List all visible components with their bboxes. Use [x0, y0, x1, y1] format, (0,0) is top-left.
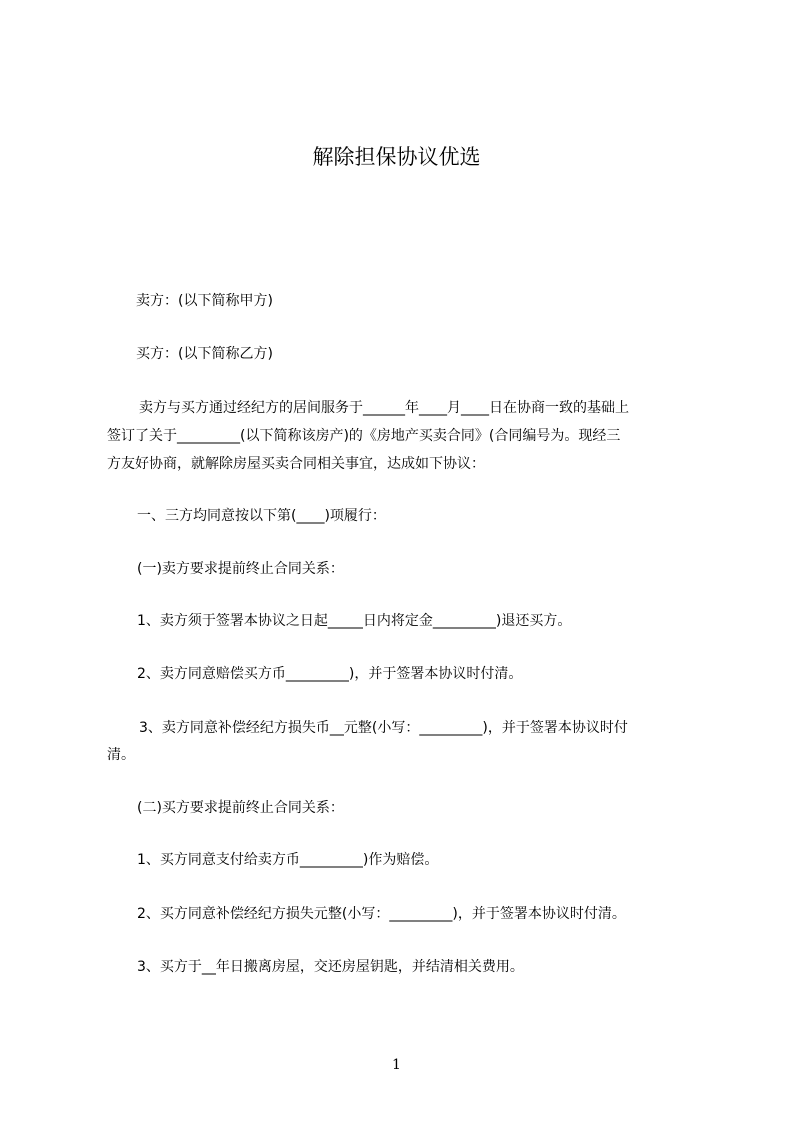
seller-line: 卖方：(以下简称甲方) [136, 293, 273, 309]
buyer-line: 买方：(以下简称乙方) [136, 346, 273, 362]
buyer-item-1: 1、买方同意支付给卖方币_________)作为赔偿。 [137, 852, 439, 868]
seller-item-1: 1、卖方须于签署本协议之日起_____日内将定金_________)退还买方。 [137, 613, 572, 629]
intro-line-3: 方友好协商，就解除房屋买卖合同相关事宜，达成如下协议： [107, 456, 485, 472]
seller-item-3-line-1: 3、卖方同意补偿经纪方损失币__元整(小写：_________)，并于签署本协议时付 [139, 720, 628, 736]
intro-line-2: 签订了关于_________(以下简称该房产)的《房地产买卖合同》(合同编号为。现经三 [107, 428, 621, 444]
seller-item-3-line-2: 清。 [107, 747, 135, 763]
buyer-item-2: 2、买方同意补偿经纪方损失元整(小写：_________)，并于签署本协议时付清。 [137, 906, 626, 922]
buyer-clause-heading: (二)买方要求提前终止合同关系： [137, 800, 344, 816]
page-number: 1 [392, 1057, 401, 1073]
buyer-item-3: 3、买方于__年日搬离房屋，交还房屋钥匙，并结清相关费用。 [137, 959, 524, 975]
document-title: 解除担保协议优选 [312, 145, 481, 169]
seller-clause-heading: (一)卖方要求提前终止合同关系： [137, 561, 344, 577]
intro-line-1: 卖方与买方通过经纪方的居间服务于______年____月____日在协商一致的基础上 [139, 400, 629, 416]
section-one-heading: 一、三方均同意按以下第(____)项履行： [137, 508, 386, 524]
seller-item-2: 2、卖方同意赔偿买方币_________)，并于签署本协议时付清。 [137, 666, 523, 682]
